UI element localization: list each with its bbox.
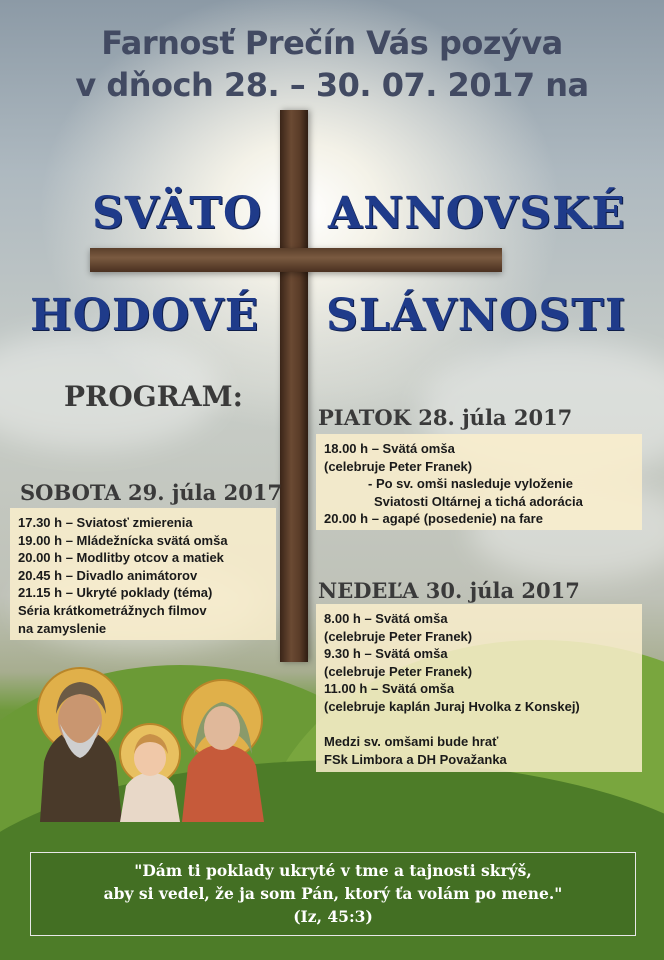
piatok-line: (celebruje Peter Franek) <box>324 458 473 474</box>
quote-line-1: "Dám ti poklady ukryté v tme a tajnosti skrýš, <box>134 861 532 880</box>
title-word-annovske: ANNOVSKÉ <box>328 188 626 239</box>
sobota-line: Séria krátkometrážnych filmov <box>18 602 207 618</box>
title-word-hodove: HODOVÉ <box>30 290 260 341</box>
piatok-line: Sviatosti Oltárnej a tichá adorácia <box>374 493 583 509</box>
sobota-line: 20.00 h – Modlitby otcov a matiek <box>18 550 224 566</box>
sobota-line: 17.30 h – Sviatosť zmierenia <box>18 515 193 530</box>
cross-horizontal-beam <box>90 248 502 272</box>
nedela-line: (celebruje kaplán Juraj Hvolka z Konskej) <box>324 698 580 714</box>
nedela-line: 8.00 h – Svätá omša <box>324 611 448 626</box>
nedela-program-box <box>316 604 642 772</box>
bible-quote-box <box>30 852 636 936</box>
holy-family-icon <box>22 662 270 822</box>
title-word-svato: SVÄTO <box>92 188 263 239</box>
nedela-line: Medzi sv. omšami bude hrať <box>324 734 499 750</box>
sobota-line: 21.15 h – Ukryté poklady (téma) <box>18 585 213 601</box>
piatok-heading: PIATOK 28. júla 2017 <box>318 405 573 430</box>
sobota-line: na zamyslenie <box>18 620 107 636</box>
nedela-heading: NEDEĽA 30. júla 2017 <box>318 578 580 603</box>
nedela-line: 11.00 h – Svätá omša <box>324 681 455 697</box>
piatok-line: - Po sv. omši nasleduje vyloženie <box>368 476 573 492</box>
piatok-program-box <box>316 434 642 530</box>
header-line-2: v dňoch 28. – 30. 07. 2017 na <box>75 66 589 104</box>
sobota-line: 20.45 h – Divadlo animátorov <box>18 567 198 583</box>
nedela-line: (celebruje Peter Franek) <box>324 628 473 644</box>
piatok-line: 20.00 h – agapé (posedenie) na fare <box>324 511 543 527</box>
sobota-heading: SOBOTA 29. júla 2017 <box>20 480 283 505</box>
cross-vertical-beam <box>280 110 308 662</box>
sobota-line: 19.00 h – Mládežnícka svätá omša <box>18 532 228 548</box>
piatok-line: 18.00 h – Svätá omša <box>324 441 455 456</box>
sobota-program-box <box>10 508 276 640</box>
quote-line-2: aby si vedel, že ja som Pán, ktorý ťa volám po mene." <box>103 884 563 903</box>
nedela-line-spacer <box>324 716 634 734</box>
title-word-slavnosti: SLÁVNOSTI <box>326 290 627 341</box>
nedela-line: 9.30 h – Svätá omša <box>324 646 448 662</box>
nedela-line: FSk Limbora a DH Považanka <box>324 751 507 767</box>
program-label: PROGRAM: <box>64 380 243 413</box>
nedela-line: (celebruje Peter Franek) <box>324 663 473 679</box>
header-line-1: Farnosť Prečín Vás pozýva <box>101 24 563 62</box>
quote-reference: (Iz, 45:3) <box>293 907 373 926</box>
